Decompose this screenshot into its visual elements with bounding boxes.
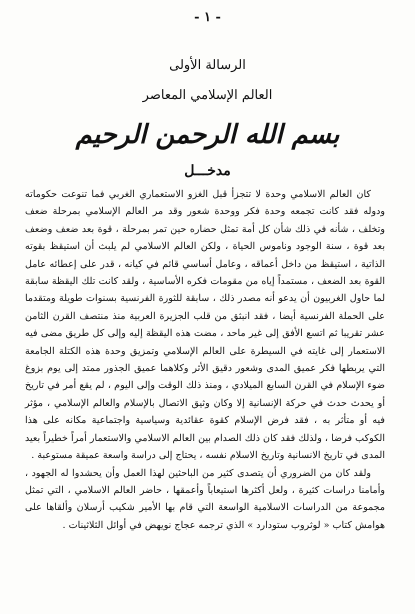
section-heading: مدخـــل [184, 163, 231, 179]
paragraph-1: كان العالم الاسلامي وحدة لا تتجزأ قبل الغزو الاستعماري الغربي فما تنوعت حكوماته ودوله فقد كانت تجمعه وحدة فكر ووحدة شعور وقد مر العالم الإسلامي بمرحلة ضعف وتخلف ، شأنه في ذلك شأن كل أمة تمثل حضاره حين تمر بمرحلة ، قوة بعد ضعف وضعف بعد قوة ، سنة الوجود وناموس الحياة ، ولكن العالم الاسلامي لم يلبث أن استيقظ بقوته الذاتية ، استيقظ من داخل أعماقه ، وعامل أساسي قائم في كيانه ، قدر على إعطائه عامل القوة بعد الضعف ، مستمداً إياه من مقومات فكره الأساسية ، ولقد كانت تلك اليقظة سابقة لما حاول الغربيون أن يدعو أنه مصدر ذلك ، سابقة للثورة الفرنسية بسنوات طويلة ومتقدما على الحملة الفرنسية أيضا ، فقد انبثق من قلب الجزيرة العربية منذ منتصف القرن الثامن عشر تقريبا ثم اتسع الأفق إلى غير ماحد ، مضت هذه اليقظة إليه وإلى كل طريق مضى فيه الاستعمار إلى غايته في السيطرة على العالم الإسلامي وتمزيق وحدة هذه الكتلة الجامعة التي يربطها فكر عميق المدى وشعور دقيق الأثر وكلاهما عميق الجذور ممتد إلى يوم بزوغ ضوء الإسلام في القرن السابع الميلادي ، ومنذ ذلك الوقت وإلى اليوم ، لم يقع أمر في تاريخ أو يحدث حدث في حركة الإنسانية إلا وكان وثيق الاتصال بالإسلام والعالم الإسلامي ، مؤثر فيه أو متأثر به ، فقد فرض الإسلام كقوة عقائدية وسياسية واجتماعية مكانه على هذا الكوكب فرضا ، ولذلك فقد كان ذلك الصدام بين العالم الاسلامي والاستعمار أمراً خطيراً بعيد المدى في تاريخ الانسانية وتاريخ الاسلام نفسه ، يحتاج إلى دراسة واسعة عميقة مستوعبة . [25, 189, 385, 462]
basmala-calligraphy: بسم الله الرحمن الرحيم [75, 120, 340, 150]
body-text [25, 186, 385, 534]
page-number: - ١ - [194, 10, 221, 25]
paragraph-2: ولقد كان من الضروري أن يتصدى كثير من الباحثين لهذا العمل وأن يحشدوا له الجهود ، وأمامنا دراسات كثيرة ، ولعل أكثرها استيعاباً وأعمقها ، حاضر العالم الاسلامي ، التي تمثل مجموعة من الدراسات الاسلامية الواسعة التي قام بها الأمير شكيب أرسلان وألقاها على هوامش كتاب « لوثروب ستودارد » الذي ترجمه عجاج نويهض في أوائل الثلاثينات . [25, 467, 385, 531]
letter-title: الرسالة الأولى [169, 58, 246, 73]
letter-subtitle: العالم الإسلامي المعاصر [142, 88, 273, 103]
